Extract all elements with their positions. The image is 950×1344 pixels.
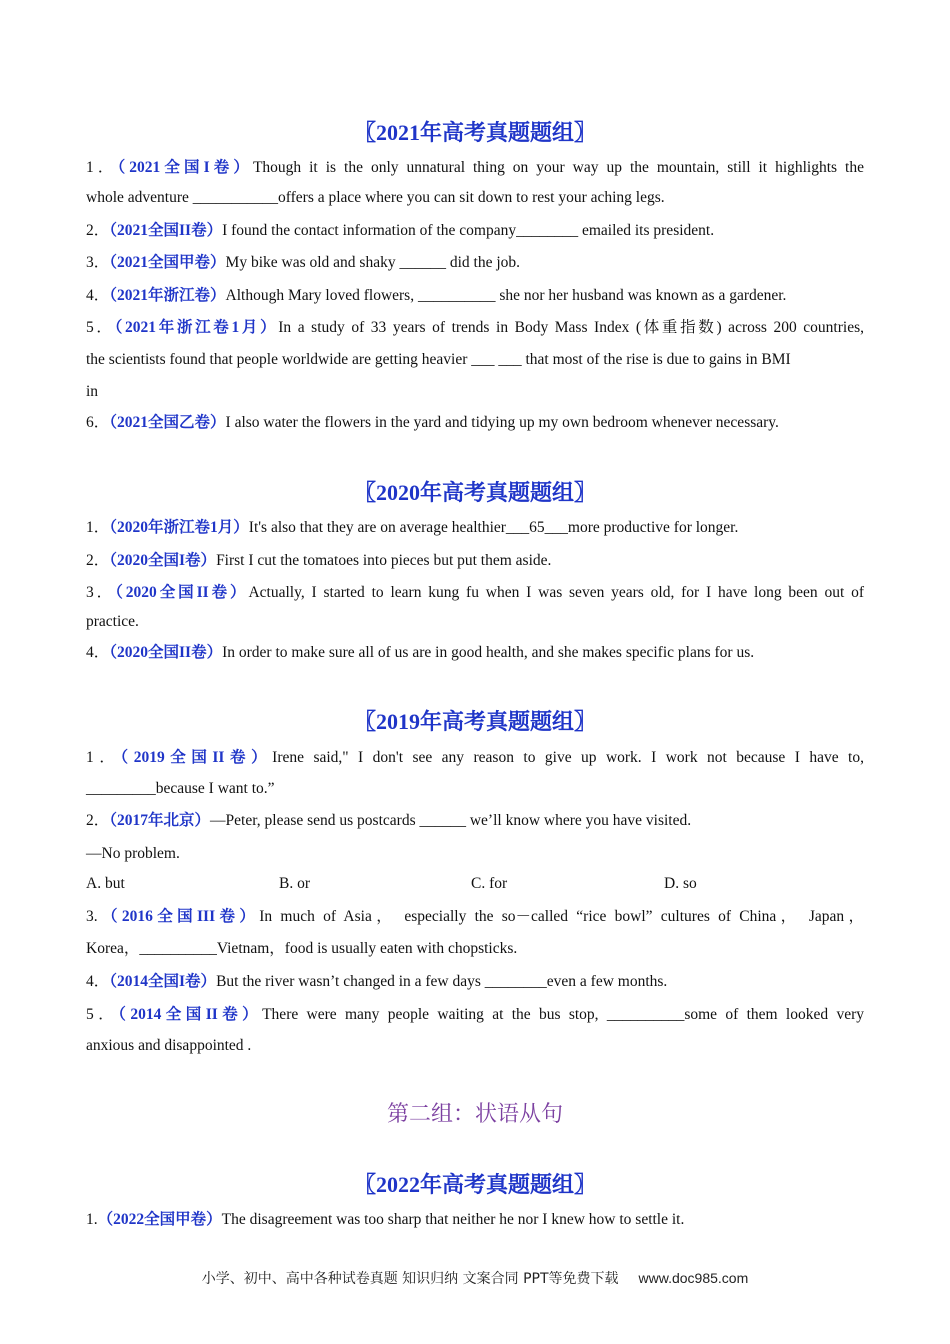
question-text: I found the contact information of the company________ emailed its president. [222, 222, 715, 239]
question-number: 4． [86, 973, 110, 990]
question-source: （2021年浙江卷） [109, 287, 226, 304]
option-c: C. for [471, 875, 508, 892]
question-number: 5． [86, 1006, 119, 1023]
question-2021-3 [86, 253, 864, 273]
question-text: My bike was old and shaky ______ did the job. [225, 254, 521, 271]
question-text: It's also that they are on average healthier___65___more productive for longer. [248, 519, 739, 536]
question-number: 2． [86, 552, 110, 569]
question-source: （2020年浙江卷1月） [109, 519, 249, 536]
question-text: Irene said," I don't see any reason to give up work. I work not because I have to, [272, 749, 864, 766]
question-2014-2-cont: anxious and disappointed . [86, 1037, 252, 1054]
question-2020-3-cont: practice. [86, 613, 139, 630]
question-number: 1． [86, 519, 110, 536]
question-source: （2022全国甲卷） [97, 1211, 222, 1228]
page-footer [0, 1268, 950, 1288]
question-text: First I cut the tomatoes into pieces but put them aside. [216, 552, 552, 569]
question-source: （2021年浙江卷1月） [114, 319, 279, 336]
question-number: 6． [86, 414, 110, 431]
question-2021-5 [86, 318, 864, 338]
question-2019-1-cont: _________because I want to.” [86, 780, 275, 797]
question-2021-5-cont2: in [86, 383, 99, 400]
question-text: In a study of 33 years of trends in Body Mass Index (体重指数) across 200 countries, [278, 319, 864, 336]
question-number: 2． [86, 812, 110, 829]
question-text: There were many people waiting at the bus stop, __________some of them looked very [262, 1006, 864, 1023]
section-title-2020: 〖2020年高考真题题组〗 [353, 480, 596, 505]
question-number: 4． [86, 287, 110, 304]
question-2020-1 [86, 518, 864, 538]
question-source: （2014全国II卷） [118, 1006, 263, 1023]
question-2020-4 [86, 643, 864, 663]
question-source: （2021全国I卷） [117, 159, 253, 176]
question-text: In much of Asia， especially the so－called “rice bowl” cultures of China， Japan， [259, 908, 864, 925]
question-2017-beijing [86, 811, 864, 831]
question-source: （2021全国甲卷） [109, 254, 226, 271]
question-2019-1 [86, 748, 864, 768]
question-2020-3 [86, 583, 864, 603]
question-text: But the river wasn’t changed in a few days ________even a few months. [216, 973, 668, 990]
question-number: 1． [86, 749, 121, 766]
question-2022-1 [86, 1210, 864, 1230]
question-2014-2 [86, 1005, 864, 1025]
question-source: （2017年北京） [109, 812, 211, 829]
section-title-2022: 〖2022年高考真题题组〗 [353, 1172, 596, 1197]
question-text: Actually, I started to learn kung fu when I was seven years old, for I have long been out of [248, 584, 864, 601]
question-number: 2． [86, 222, 110, 239]
section-title-2019: 〖2019年高考真题题组〗 [353, 709, 596, 734]
question-2016 [86, 907, 864, 927]
question-source: （2020全国II卷） [109, 644, 223, 661]
question-source: （2020全国I卷） [109, 552, 217, 569]
question-2014-1 [86, 972, 864, 992]
question-number: 3． [86, 584, 116, 601]
question-text: In order to make sure all of us are in good health, and she makes specific plans for us. [222, 644, 755, 661]
question-2020-2 [86, 551, 864, 571]
question-number: 5． [86, 319, 115, 336]
footer-text: 小学、初中、高中各种试卷真题 知识归纳 文案合同 PPT等免费下载 [201, 1271, 619, 1287]
question-2021-2 [86, 221, 864, 241]
question-source: （2014全国I卷） [109, 973, 217, 990]
question-text: Though it is the only unnatural thing on your way up the mountain, still it highlights the [252, 159, 864, 176]
question-text: —Peter, please send us postcards ______ we’ll know where you have visited. [210, 812, 692, 829]
question-number: 1． [86, 159, 118, 176]
footer-url[interactable]: www.doc985.com [638, 1270, 749, 1286]
question-source: （2016全国III卷） [97, 908, 260, 925]
question-2021-4 [86, 286, 864, 306]
question-2021-1 [86, 158, 864, 178]
question-2017-reply: —No problem. [86, 845, 180, 862]
question-source: （2021全国乙卷） [109, 414, 226, 431]
question-text: I also water the flowers in the yard and tidying up my own bedroom whenever necessary. [225, 414, 779, 431]
question-number: 4． [86, 644, 110, 661]
question-number: 3． [86, 254, 110, 271]
question-number: 3. [86, 908, 98, 925]
question-source: （2020全国II卷） [115, 584, 249, 601]
option-a: A. but [86, 875, 125, 892]
option-b: B. or [279, 875, 310, 892]
question-source: （2021全国II卷） [109, 222, 223, 239]
question-number: 1. [86, 1211, 98, 1228]
question-text: The disagreement was too sharp that neither he nor I knew how to settle it. [221, 1211, 685, 1228]
question-source: （2019全国II卷） [120, 749, 273, 766]
option-d: D. so [664, 875, 697, 892]
section-title-2021: 〖2021年高考真题题组〗 [353, 120, 596, 145]
question-2021-1-cont: whole adventure ___________offers a place where you can sit down to rest your aching legs. [86, 189, 665, 206]
group-heading: 第二组：状语从句 [386, 1101, 563, 1126]
question-2021-6 [86, 413, 864, 433]
question-2021-5-cont: the scientists found that people worldwide are getting heavier ___ ___ that most of the rise is due to gains in BMI [86, 351, 791, 368]
question-2016-cont: Korea，__________Vietnam，food is usually eaten with chopsticks. [86, 940, 518, 957]
question-text: Although Mary loved flowers, __________ she nor her husband was known as a gardener. [225, 287, 787, 304]
